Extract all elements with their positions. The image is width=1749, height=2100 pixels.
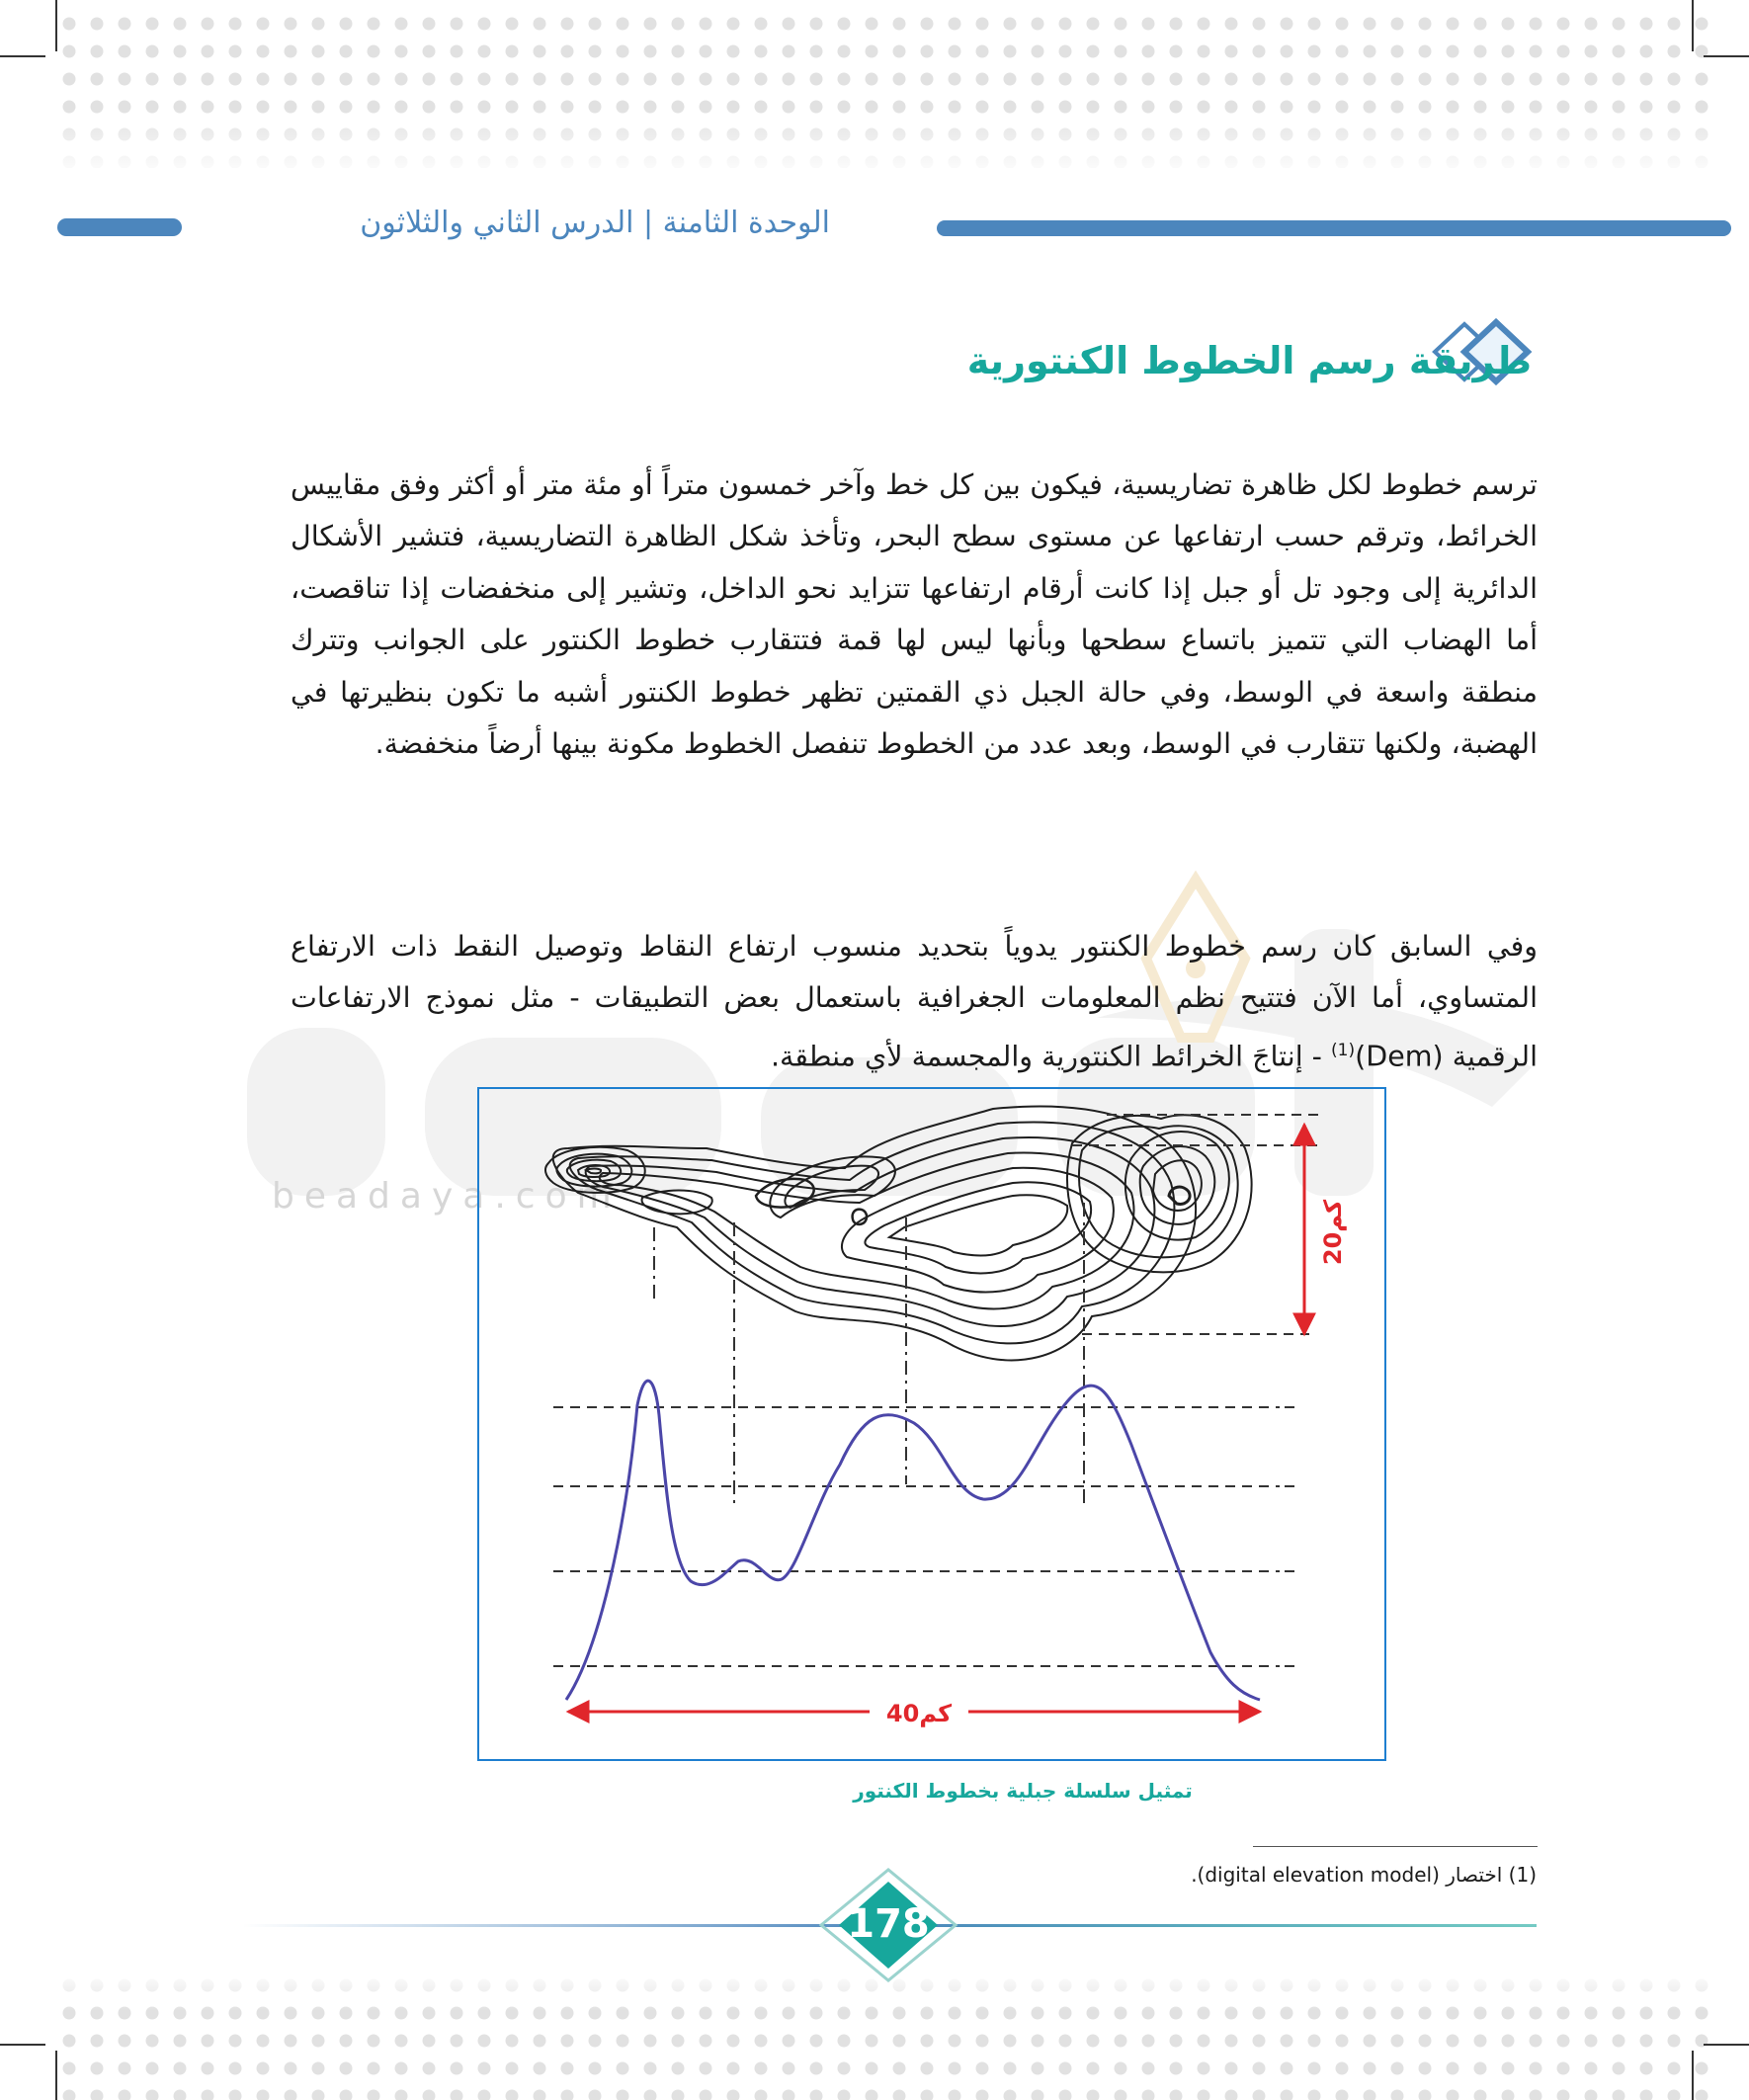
footnote-separator xyxy=(1253,1846,1538,1847)
header-title: الوحدة الثامنة | الدرس الثاني والثلاثون xyxy=(360,206,830,240)
page-number: 178 xyxy=(847,1901,930,1947)
elevation-dash-lines xyxy=(553,1115,1319,1666)
header-bar-left xyxy=(57,218,182,236)
figure-frame xyxy=(477,1087,1386,1761)
width-dimension-label: 40كم xyxy=(885,1700,953,1727)
header-bar-right xyxy=(937,220,1731,236)
contour-profile-diagram xyxy=(479,1089,1384,1759)
elevation-profile-curve xyxy=(566,1381,1260,1700)
crop-mark-top-left-horizontal xyxy=(0,55,45,57)
paragraph2-text-start: وفي السابق كان رسم خطوط الكنتور يدوياً بتحديد منسوب ارتفاع النقاط وتوصيل النقط ذات الارتفاع المتساوي، أما الآن فتتيح نظم المعلومات الجغرافية باستعمال بعض التطبيقات - مثل نموذج الارتفاعات الرقمية xyxy=(291,929,1538,1072)
crop-mark-bottom-left-vertical xyxy=(55,2051,57,2100)
crop-mark-bottom-right-vertical xyxy=(1692,2051,1694,2100)
crop-mark-top-left-vertical xyxy=(55,0,57,51)
body-paragraph-1: ترسم خطوط لكل ظاهرة تضاريسية، فيكون بين كل خط وآخر خمسون متراً أو مئة متر أو أكثر وفق مقاييس الخرائط، وترقم حسب ارتفاعها عن مستوى سطح البحر، وتأخذ شكل الظاهرة التضاريسية، فتشير الأشكال الدائرية إلى وجود تل أو جبل إذا كانت أرقام ارتفاعها تتزايد نحو الداخل، وتشير إلى منخفضات إذا تناقصت، أما الهضاب التي تتميز باتساع سطحها وبأنها ليس لها قمة فتتقارب خطوط الكنتور على الجوانب وتترك منطقة واسعة في الوسط، وفي حالة الجبل ذي القمتين تظهر خطوط الكنتور أشبه ما تكون بنظيرتها في الهضبة، ولكنها تتقارب في الوسط، وبعد عدد من الخطوط تنفصل الخطوط مكونة بينها أرضاً منخفضة. xyxy=(291,467,1538,760)
figure-caption: تمثيل سلسلة جبلية بخطوط الكنتور xyxy=(853,1779,1193,1803)
bottom-dot-pattern xyxy=(0,1972,1749,2100)
crop-mark-top-right-horizontal xyxy=(1704,55,1749,57)
top-dot-pattern xyxy=(0,10,1749,217)
crop-mark-bottom-right-horizontal xyxy=(1704,2044,1749,2046)
footnote-marker: (1) xyxy=(1331,1040,1356,1060)
section-title: طريقة رسم الخطوط الكنتورية xyxy=(966,339,1532,382)
crop-mark-top-right-vertical xyxy=(1692,0,1694,51)
height-dimension-label: 20كم xyxy=(1319,1199,1347,1266)
dem-term: (Dem) xyxy=(1355,1040,1444,1072)
body-paragraph-2 xyxy=(291,921,1538,1083)
crop-mark-bottom-left-horizontal xyxy=(0,2044,45,2046)
paragraph2-text-end: - إنتاجَ الخرائط الكنتورية والمجسمة لأي منطقة. xyxy=(770,1040,1322,1072)
watermark-text: beadaya.com xyxy=(272,1176,622,1217)
footnote-text: (1) اختصار (digital elevation model). xyxy=(1191,1863,1537,1887)
